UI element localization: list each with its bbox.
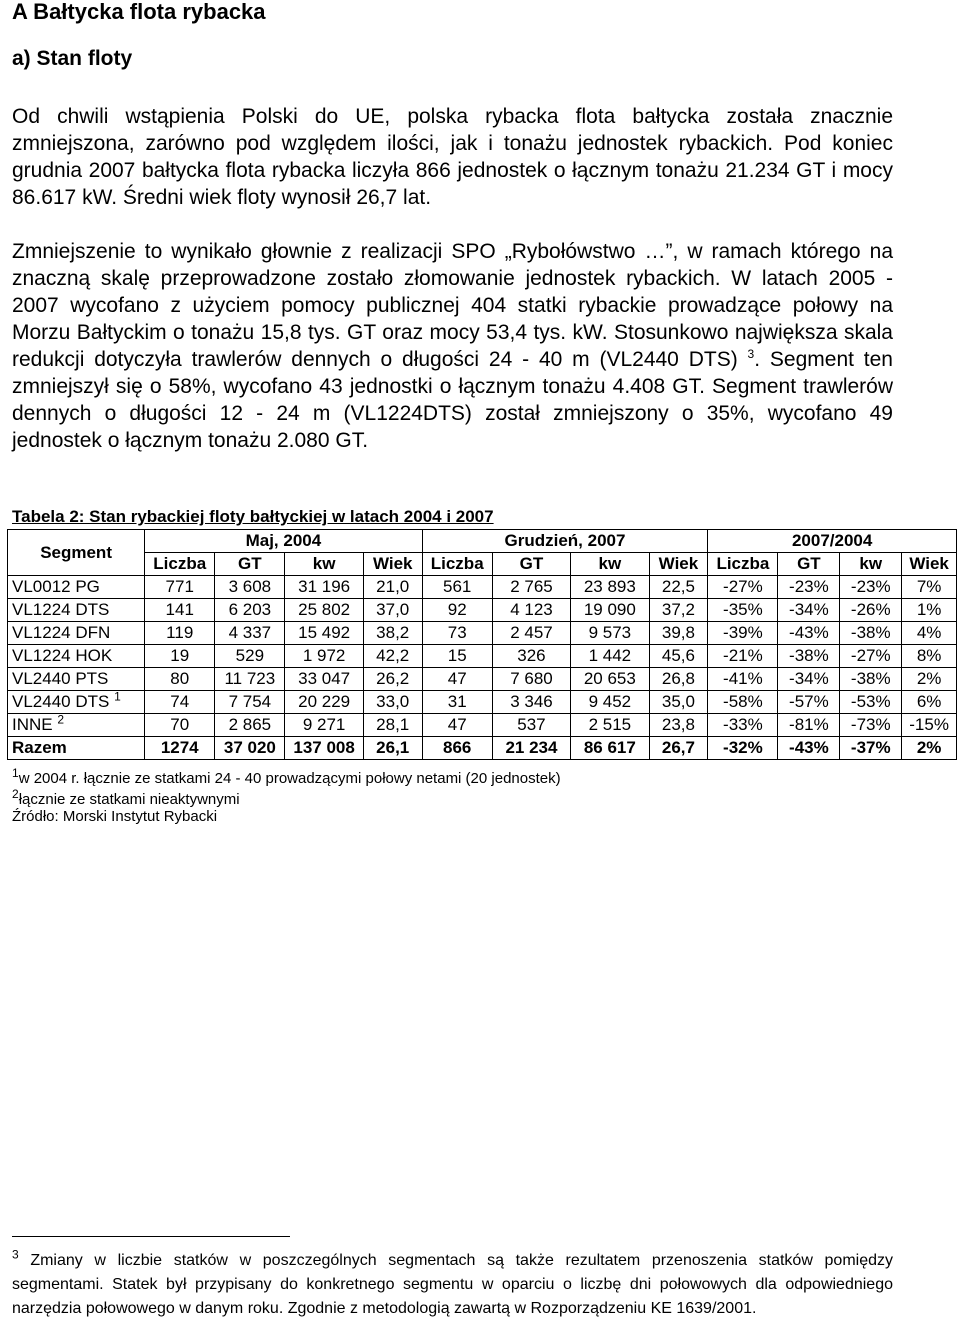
table-cell: 9 271: [285, 714, 363, 737]
table-cell: 26,7: [649, 737, 708, 760]
table-row: [8, 645, 957, 668]
table-cell: -21%: [708, 645, 778, 668]
table-footnote-2-mark: 2: [12, 787, 19, 801]
table-cell: -33%: [708, 714, 778, 737]
table-cell: 23,8: [649, 714, 708, 737]
table-cell: 31 196: [285, 576, 363, 599]
header-column: Wiek: [902, 553, 957, 576]
paragraph-reduction-text-1: Zmniejszenie to wynikało głownie z realizacji SPO „Rybołówstwo …”, w ramach którego na znaczną skalę przeprowadzone zostało złomowanie jednostek rybackich. W latach 2005 - 2007 wycofano z użyciem pomocy publicznej 404 statki rybackie prowadzące połowy na Morzu Bałtyckim o tonażu 15,8 tys. GT oraz mocy 53,4 tys. kW. Stosunkowo największa skala redukcji dotyczyła trawlerów dennych o długości 24 - 40 m (VL2440 DTS): [12, 240, 893, 371]
table-cell: 119: [145, 622, 215, 645]
table-cell: 15: [422, 645, 492, 668]
table-cell: 37 020: [215, 737, 285, 760]
table-cell: 561: [422, 576, 492, 599]
header-column: Liczba: [708, 553, 778, 576]
table-cell: 1 972: [285, 645, 363, 668]
table-cell: -15%: [902, 714, 957, 737]
table-cell: -23%: [840, 576, 902, 599]
segment-cell: [8, 645, 145, 668]
page-footnote: [12, 1249, 893, 1321]
table-cell: 326: [492, 645, 570, 668]
table-cell: -27%: [840, 645, 902, 668]
table-cell: 70: [145, 714, 215, 737]
table-cell: -43%: [778, 622, 840, 645]
table-cell: 33,0: [363, 691, 422, 714]
segment-cell: [8, 599, 145, 622]
table-cell: 537: [492, 714, 570, 737]
table-cell: -57%: [778, 691, 840, 714]
table-cell: -38%: [778, 645, 840, 668]
table-cell: 11 723: [215, 668, 285, 691]
segment-name: VL2440 DTS: [12, 692, 110, 711]
table-cell: 4 337: [215, 622, 285, 645]
table-cell: 4 123: [492, 599, 570, 622]
table-cell: 20 653: [571, 668, 649, 691]
table-cell: -26%: [840, 599, 902, 622]
table-cell: -43%: [778, 737, 840, 760]
table-cell: 6%: [902, 691, 957, 714]
table-cell: 2 515: [571, 714, 649, 737]
table-cell: 80: [145, 668, 215, 691]
table-cell: 771: [145, 576, 215, 599]
fleet-table: [7, 529, 957, 760]
table-source: Źródło: Morski Instytut Rybacki: [12, 808, 218, 825]
table-cell: 1274: [145, 737, 215, 760]
table-cell: 6 203: [215, 599, 285, 622]
table-cell: 19: [145, 645, 215, 668]
table-cell: 19 090: [571, 599, 649, 622]
segment-footnote-mark: 1: [114, 690, 121, 704]
header-group: Grudzień, 2007: [422, 530, 708, 553]
footnote-reference: 3: [747, 347, 755, 361]
paragraph-reduction-text-2: . Segment ten zmniejszył się o 58%, wycofano 43 jednostki o łącznym tonażu 4.408 GT. Segment trawlerów dennych o długości 12 - 24 m (VL1224DTS) został zmniejszony o 35%, wycofano 49 jednostek o łącznym tonażu 2.080 GT.: [12, 348, 893, 452]
header-column: Wiek: [649, 553, 708, 576]
table-header-row-groups: [8, 530, 957, 553]
table-cell: 33 047: [285, 668, 363, 691]
table-cell: 4%: [902, 622, 957, 645]
table-cell: 26,1: [363, 737, 422, 760]
page-footnote-text: Zmiany w liczbie statków w poszczególnych segmentach są także rezultatem przenoszenia statków pomiędzy segmentami. Statek był przypisany do konkretnego segmentu w oparciu o liczbę dni połowowych dla odpowiedniego narzędzia połowowego w danym roku. Zgodnie z metodologią zawartą w Rozporządzeniu KE 1639/2001.: [12, 1252, 893, 1317]
table-cell: -39%: [708, 622, 778, 645]
table-row: [8, 714, 957, 737]
table-cell: 47: [422, 668, 492, 691]
table-body: [8, 576, 957, 760]
header-segment: Segment: [8, 530, 145, 576]
segment-footnote-mark: 2: [57, 713, 65, 727]
table-cell: -34%: [778, 668, 840, 691]
table-row: [8, 622, 957, 645]
table-cell: 7 680: [492, 668, 570, 691]
header-group: 2007/2004: [708, 530, 957, 553]
table-cell: -32%: [708, 737, 778, 760]
table-cell: -38%: [840, 622, 902, 645]
segment-cell: [8, 576, 145, 599]
table-cell: 38,2: [363, 622, 422, 645]
header-column: Liczba: [422, 553, 492, 576]
table-footnote-2: [12, 787, 240, 809]
table-cell: 21 234: [492, 737, 570, 760]
segment-cell: [8, 622, 145, 645]
table-cell: -23%: [778, 576, 840, 599]
table-cell: -73%: [840, 714, 902, 737]
table-cell: 2 765: [492, 576, 570, 599]
table-cell: 45,6: [649, 645, 708, 668]
table-cell: 2 457: [492, 622, 570, 645]
table-footnote-1-mark: 1: [12, 766, 19, 780]
footnote-separator: [12, 1236, 290, 1237]
table-cell: 26,8: [649, 668, 708, 691]
table-row: [8, 691, 957, 714]
table-cell: 2 865: [215, 714, 285, 737]
header-column: kw: [285, 553, 363, 576]
segment-cell: [8, 714, 145, 737]
header-column: GT: [778, 553, 840, 576]
table-cell: 22,5: [649, 576, 708, 599]
table-cell: 1 442: [571, 645, 649, 668]
table-cell: -38%: [840, 668, 902, 691]
paragraph-fleet-state: Od chwili wstąpienia Polski do UE, polska rybacka flota bałtycka została znacznie zmniejszona, zarówno pod względem ilości, jak i tonażu jednostek rybackich. Pod koniec grudnia 2007 bałtycka flota rybacka liczyła 866 jednostek o łącznym tonażu 21.234 GT i mocy 86.617 kW. Średni wiek floty wynosił 26,7 lat.: [12, 105, 893, 209]
page-footnote-mark: 3: [12, 1247, 19, 1262]
header-column: GT: [492, 553, 570, 576]
segment-name: INNE: [12, 715, 53, 734]
segment-name: Razem: [12, 738, 67, 757]
table-cell: 866: [422, 737, 492, 760]
table-cell: 25 802: [285, 599, 363, 622]
table-cell: -34%: [778, 599, 840, 622]
table-cell: 28,1: [363, 714, 422, 737]
table-cell: 2%: [902, 668, 957, 691]
table-cell: 26,2: [363, 668, 422, 691]
table-header-row-columns: [8, 553, 957, 576]
table-cell: 31: [422, 691, 492, 714]
table-cell: 37,0: [363, 599, 422, 622]
header-group: Maj, 2004: [145, 530, 422, 553]
table-cell: 20 229: [285, 691, 363, 714]
table-cell: -41%: [708, 668, 778, 691]
section-heading: A Bałtycka flota rybacka: [12, 0, 266, 24]
paragraph-reduction: [12, 238, 893, 454]
table-row: [8, 599, 957, 622]
table-cell: 92: [422, 599, 492, 622]
table-cell: 1%: [902, 599, 957, 622]
segment-name: VL0012 PG: [12, 577, 100, 596]
table-cell: -81%: [778, 714, 840, 737]
segment-cell: [8, 668, 145, 691]
header-column: Liczba: [145, 553, 215, 576]
segment-name: VL1224 DFN: [12, 623, 111, 642]
table-total-row: [8, 737, 957, 760]
segment-cell: [8, 737, 145, 760]
header-column: kw: [840, 553, 902, 576]
table-cell: 9 573: [571, 622, 649, 645]
segment-name: VL2440 PTS: [12, 669, 109, 688]
table-cell: 7%: [902, 576, 957, 599]
table-cell: 23 893: [571, 576, 649, 599]
table-cell: 529: [215, 645, 285, 668]
table-cell: 3 608: [215, 576, 285, 599]
table-cell: 37,2: [649, 599, 708, 622]
header-column: Wiek: [363, 553, 422, 576]
table-row: [8, 576, 957, 599]
table-cell: 73: [422, 622, 492, 645]
table-cell: 2%: [902, 737, 957, 760]
table-footnote-1: [12, 766, 561, 788]
table-cell: 15 492: [285, 622, 363, 645]
segment-name: VL1224 DTS: [12, 600, 110, 619]
table-cell: -27%: [708, 576, 778, 599]
table-cell: 74: [145, 691, 215, 714]
table-cell: 137 008: [285, 737, 363, 760]
table-cell: -35%: [708, 599, 778, 622]
table-cell: 47: [422, 714, 492, 737]
table-cell: -37%: [840, 737, 902, 760]
table-footnote-2-text: łącznie ze statkami nieaktywnymi: [18, 791, 240, 808]
table-caption: Tabela 2: Stan rybackiej floty bałtyckiej w latach 2004 i 2007: [12, 507, 494, 526]
segment-name: VL1224 HOK: [12, 646, 113, 665]
table-cell: 35,0: [649, 691, 708, 714]
table-row: [8, 668, 957, 691]
table-cell: 42,2: [363, 645, 422, 668]
table-cell: 86 617: [571, 737, 649, 760]
table-cell: 7 754: [215, 691, 285, 714]
table-cell: 3 346: [492, 691, 570, 714]
subsection-heading: a) Stan floty: [12, 47, 133, 70]
table-cell: 141: [145, 599, 215, 622]
table-cell: -58%: [708, 691, 778, 714]
table-cell: 21,0: [363, 576, 422, 599]
segment-cell: [8, 691, 145, 714]
table-cell: 39,8: [649, 622, 708, 645]
table-cell: -53%: [840, 691, 902, 714]
table-cell: 9 452: [571, 691, 649, 714]
header-column: kw: [571, 553, 649, 576]
table-footnote-1-text: w 2004 r. łącznie ze statkami 24 - 40 prowadzącymi połowy netami (20 jednostek): [18, 770, 561, 787]
table-cell: 8%: [902, 645, 957, 668]
header-column: GT: [215, 553, 285, 576]
